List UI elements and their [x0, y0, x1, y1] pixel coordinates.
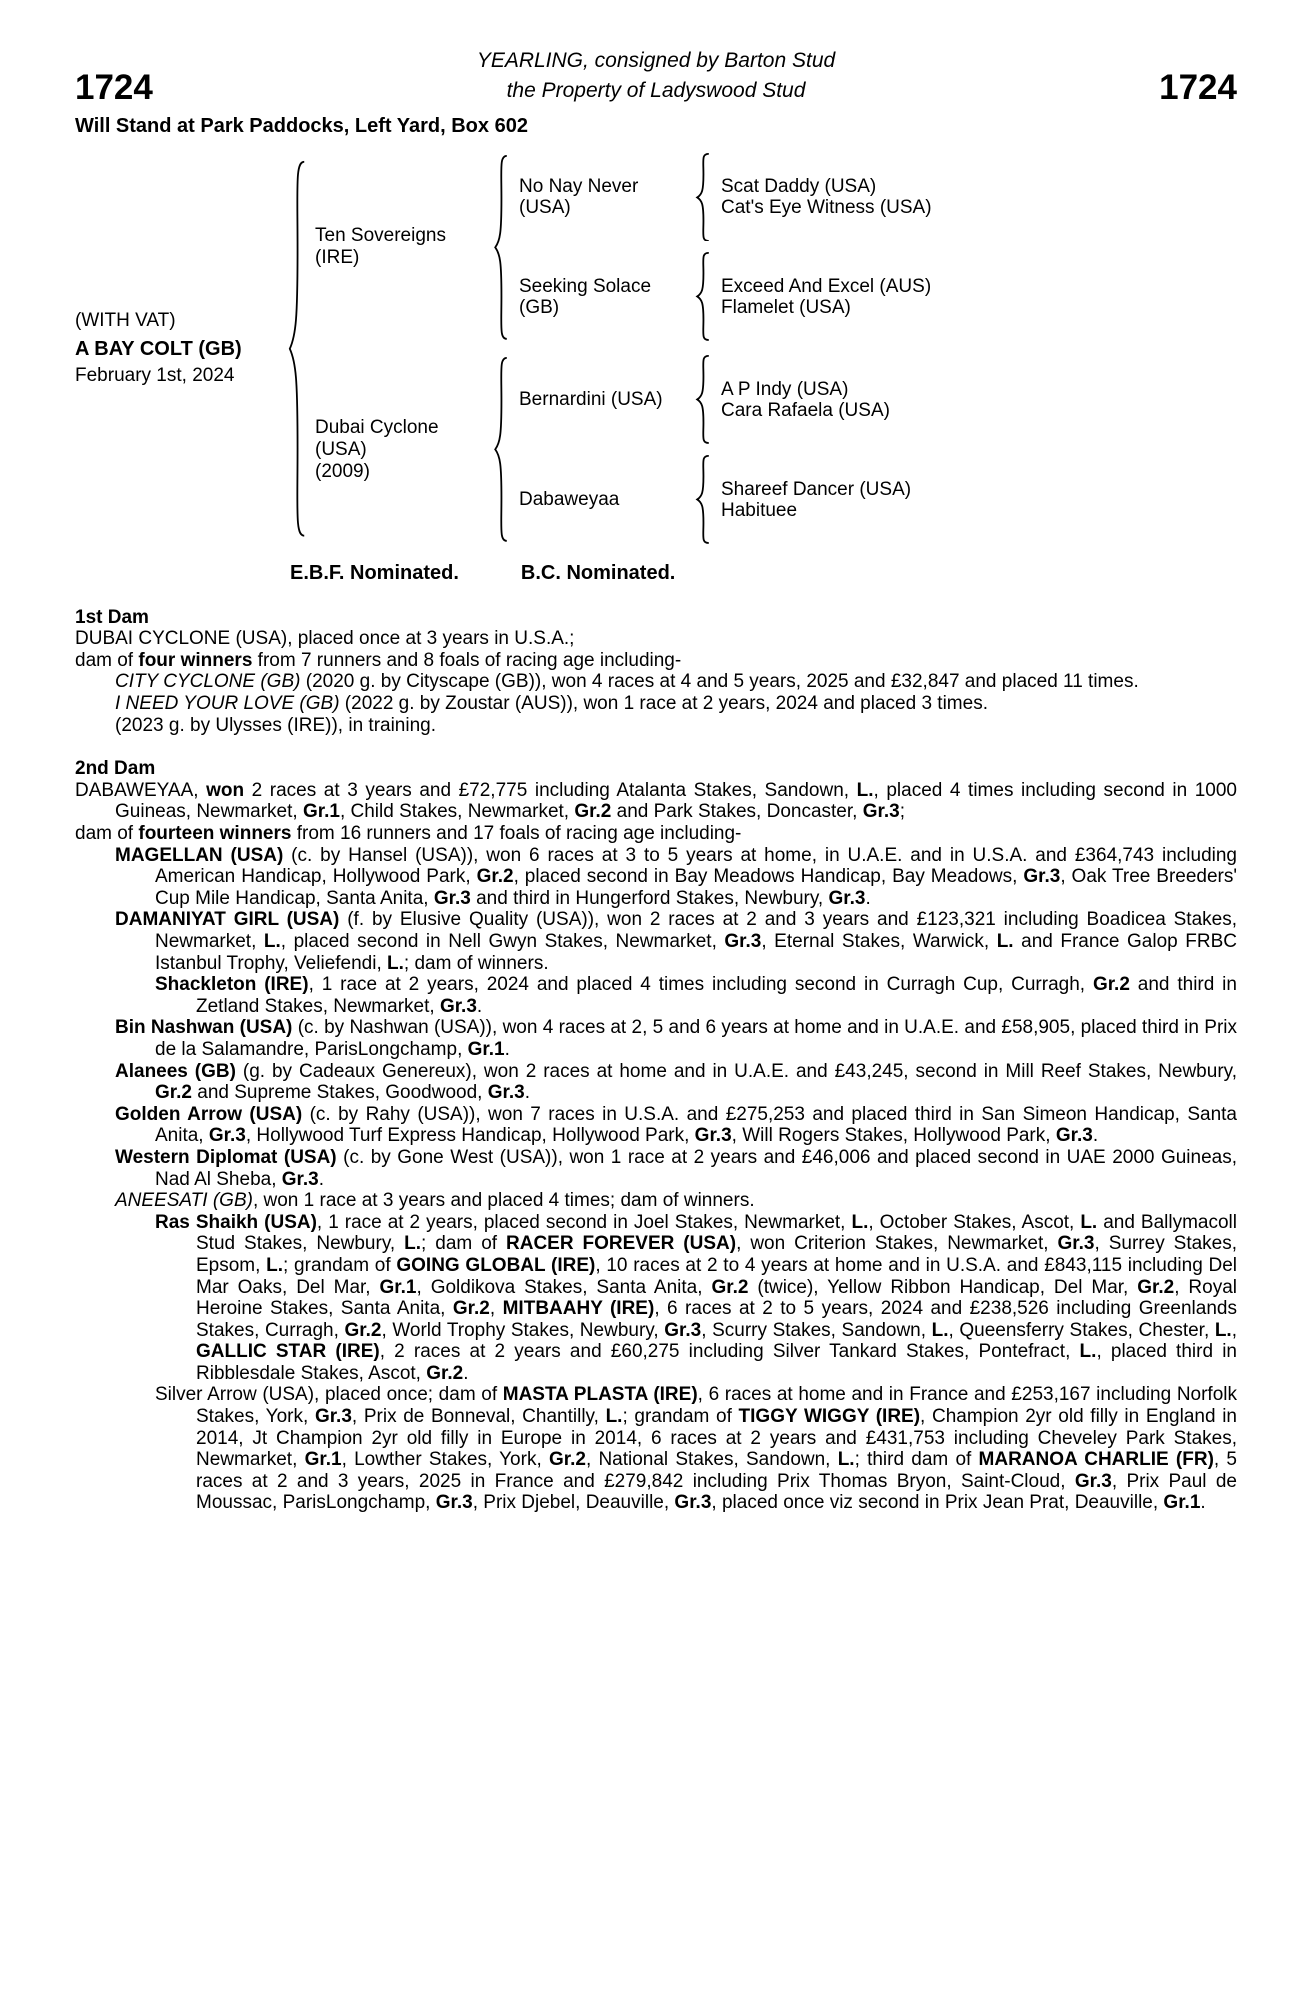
pedigree-tree [75, 152, 1237, 546]
great-grandparent-name: Exceed And Excel (AUS) [721, 275, 932, 297]
pedigree-text-paragraph: dam of four winners from 7 runners and 8 foals of racing age including- [75, 649, 682, 671]
pedigree-text-paragraph: Bin Nashwan (USA) (c. by Nashwan (USA)), won 4 races at 2, 5 and 6 years at home and in U.A.E. and £58,905, placed third in Prix de la Salamandre, ParisLongchamp, Gr.1. [115, 1017, 1237, 1060]
dam-section-heading: 2nd Dam [75, 758, 156, 780]
dam-section-heading: 1st Dam [75, 606, 149, 628]
property-line: the Property of Ladyswood Stud [506, 79, 806, 102]
ebf-nominated-label: E.B.F. Nominated. [290, 562, 459, 585]
great-grandparent-name: Flamelet (USA) [721, 296, 851, 318]
pedigree-brace-generation1 [287, 158, 307, 540]
pedigree-text-paragraph: Western Diplomat (USA) (c. by Gone West (USA)), won 1 race at 2 years and £46,006 and placed second in UAE 2000 Guineas, Nad Al Sheba, Gr.3. [115, 1146, 1237, 1190]
pedigree-text-paragraph: DAMANIYAT GIRL (USA) (f. by Elusive Quality (USA)), won 2 races at 2 and 3 years and £123,321 including Boadicea Stakes, Newmarket, L., placed second in Nell Gwyn Stakes, Newmarket, Gr.3, Eternal Stakes, Warwick, L. and France Galop FRBC Istanbul Trophy, Veliefendi, L.; dam of winners. [115, 909, 1237, 974]
granddam-branch [509, 454, 957, 545]
pedigree-brace-grandparent [695, 252, 711, 341]
dam-sections [75, 607, 1237, 1514]
dam-branch [307, 354, 957, 545]
pedigree-text-paragraph: Golden Arrow (USA) (c. by Rahy (USA)), won 7 races in U.S.A. and £275,253 and placed third in San Simeon Handicap, Santa Anita, Gr.3, Hollywood Turf Express Handicap, Hollywood Park, Gr.3, Will Rogers Stakes, Hollywood Park, Gr.3. [115, 1103, 1237, 1147]
stand-location-line: Will Stand at Park Paddocks, Left Yard, Box 602 [75, 115, 528, 137]
pedigree-text-paragraph: dam of fourteen winners from 16 runners and 17 foals of racing age including- [75, 823, 742, 845]
pedigree-text-paragraph: DUBAI CYCLONE (USA), placed once at 3 years in U.S.A.; [75, 628, 575, 650]
nominations-line [290, 563, 1237, 585]
pedigree-text-paragraph: MAGELLAN (USA) (c. by Hansel (USA)), won 6 races at 3 to 5 years at home, in U.A.E. and in U.S.A. and £364,743 including American Handicap, Hollywood Park, Gr.2, placed second in Bay Meadows Handicap, Bay Meadows, Gr.3, Oak Tree Breeders' Cup Mile Handicap, Santa Anita, Gr.3 and third in Hungerford Stakes, Newbury, Gr.3. [115, 844, 1238, 909]
great-grandparent-name: Cara Rafaela (USA) [721, 399, 890, 421]
pedigree-text-paragraph: Silver Arrow (USA), placed once; dam of MASTA PLASTA (IRE), 6 races at home and in France and £253,167 including Norfolk Stakes, York, Gr.3, Prix de Bonneval, Chantilly, L.; grandam of TIGGY WIGGY (IRE), Champion 2yr old filly in England in 2014, Jt Champion 2yr old filly in Europe in 2014, 6 races at 2 years and £431,753 including Cheveley Park Stakes, Newmarket, Gr.1, Lowther Stakes, York, Gr.2, National Stakes, Sandown, L.; third dam of MARANOA CHARLIE (FR), 5 races at 2 and 3 years, 2025 in France and £279,842 including Prix Thomas Bryon, Saint-Cloud, Gr.3, Prix Paul de Moussac, ParisLongchamp, Gr.3, Prix Djebel, Deauville, Gr.3, placed once viz second in Prix Jean Prat, Deauville, Gr.1. [155, 1384, 1237, 1514]
lot-number-left: 1724 [75, 68, 153, 107]
pedigree-brace-grandparent [695, 153, 711, 242]
great-grandparent-name: Cat's Eye Witness (USA) [721, 197, 932, 219]
grandsire-branch [509, 354, 957, 445]
pedigree-brace-grandparent [695, 355, 711, 444]
sire-branch [307, 152, 957, 343]
bc-nominated-label: B.C. Nominated. [520, 562, 676, 585]
pedigree-text-paragraph: CITY CYCLONE (GB) (2020 g. by Cityscape (GB)), won 4 races at 4 and 5 years, 2025 and £32,847 and placed 11 times. [115, 671, 1139, 693]
consignment-lines [225, 46, 1087, 106]
great-grandparent-name: Shareef Dancer (USA) [721, 478, 912, 500]
pedigree-text-paragraph: I NEED YOUR LOVE (GB) (2022 g. by Zoustar (AUS)), won 1 race at 2 years, 2024 and placed 3 times. [115, 693, 988, 715]
grandparent-name: Seeking Solace (GB) [519, 275, 652, 318]
page-header [75, 46, 1237, 106]
granddam-branch [509, 251, 957, 342]
great-grandparent-name: A P Indy (USA) [721, 378, 849, 400]
lot-number-right: 1724 [1159, 68, 1237, 107]
grandsire-branch [509, 152, 957, 243]
sire-name: Ten Sovereigns (IRE) [315, 224, 446, 268]
pedigree-text-paragraph: Alanees (GB) (g. by Cadeaux Genereux), won 2 races at home and in U.A.E. and £43,245, second in Mill Reef Stakes, Newbury, Gr.2 and Supreme Stakes, Goodwood, Gr.3. [115, 1060, 1238, 1104]
pedigree-brace-grandparent [695, 455, 711, 544]
parents-column [307, 152, 957, 546]
vat-note: (WITH VAT) [75, 309, 176, 331]
pedigree-text-paragraph: DABAWEYAA, won 2 races at 3 years and £72,775 including Atalanta Stakes, Sandown, L., placed 4 times including second in 1000 Guineas, Newmarket, Gr.1, Child Stakes, Newmarket, Gr.2 and Park Stakes, Doncaster, Gr.3; [75, 779, 1237, 823]
dam-year: (2009) [315, 460, 370, 482]
great-grandparent-name: Habituee [721, 499, 798, 521]
grandparent-name: No Nay Never (USA) [519, 176, 639, 219]
subject-block [75, 310, 287, 387]
grandparent-name: Bernardini (USA) [519, 389, 663, 411]
pedigree-text-paragraph: (2023 g. by Ulysses (IRE)), in training. [115, 714, 437, 736]
pedigree-brace-dam [493, 356, 509, 543]
pedigree-text-paragraph: Ras Shaikh (USA), 1 race at 2 years, placed second in Joel Stakes, Newmarket, L., October Stakes, Ascot, L. and Ballymacoll Stud Stakes, Newbury, L.; dam of RACER FOREVER (USA), won Criterion Stakes, Newmarket, Gr.3, Surrey Stakes, Epsom, L.; grandam of GOING GLOBAL (IRE), 10 races at 2 to 4 years at home and in U.S.A. and £843,115 including Del Mar Oaks, Del Mar, Gr.1, Goldikova Stakes, Santa Anita, Gr.2 (twice), Yellow Ribbon Handicap, Del Mar, Gr.2, Royal Heroine Stakes, Santa Anita, Gr.2, MITBAAHY (IRE), 6 races at 2 to 5 years, 2024 and £238,526 including Greenlands Stakes, Curragh, Gr.2, World Trophy Stakes, Newbury, Gr.3, Scurry Stakes, Sandown, L., Queensferry Stakes, Chester, L., GALLIC STAR (IRE), 2 races at 2 years and £60,275 including Silver Tankard Stakes, Pontefract, L., placed third in Ribblesdale Stakes, Ascot, Gr.2. [155, 1211, 1238, 1384]
pedigree-brace-sire [493, 154, 509, 341]
dam-name: Dubai Cyclone (USA) (2009) [307, 417, 493, 483]
great-grandparent-name: Scat Daddy (USA) [721, 176, 877, 198]
pedigree-text-paragraph: Shackleton (IRE), 1 race at 2 years, 2024 and placed 4 times including second in Curragh Cup, Curragh, Gr.2 and third in Zetland Stakes, Newmarket, Gr.3. [155, 974, 1237, 1017]
consigned-line: YEARLING, consigned by Barton Stud [476, 49, 836, 72]
subject-name: A BAY COLT (GB) [75, 337, 242, 360]
pedigree-text-paragraph: ANEESATI (GB), won 1 race at 3 years and placed 4 times; dam of winners. [115, 1190, 755, 1212]
grandparent-name: Dabaweyaa [519, 489, 620, 511]
subject-foal-date: February 1st, 2024 [75, 365, 235, 387]
